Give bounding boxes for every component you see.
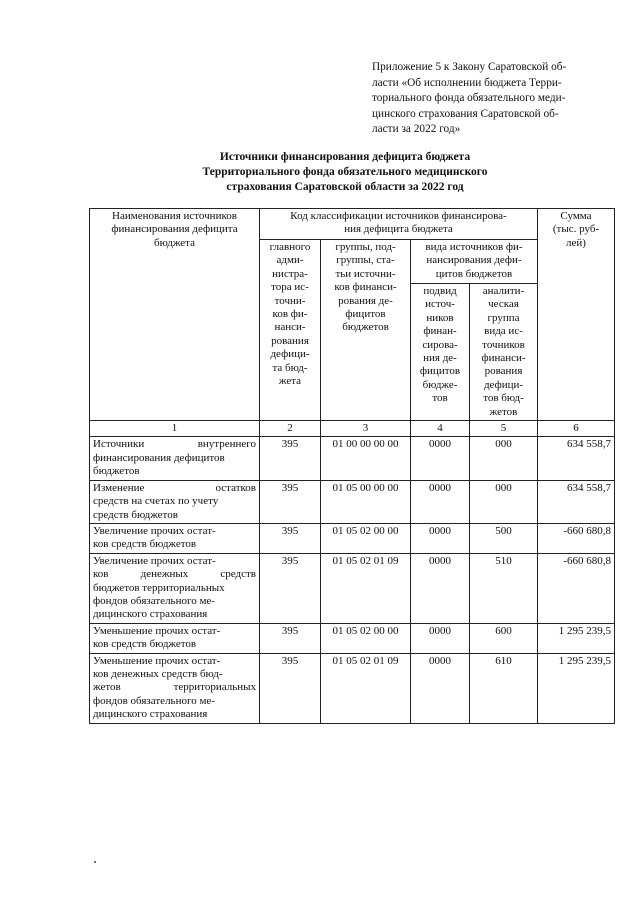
header-subkind — [411, 284, 470, 421]
header-text: финан- — [423, 325, 457, 338]
column-number: 5 — [470, 421, 538, 437]
row-name-line: бюджетов — [93, 465, 140, 478]
column-number: 2 — [260, 421, 321, 437]
header-text: финансирования дефицита — [111, 223, 238, 236]
header-text: ческая — [488, 298, 519, 311]
financing-sources-table — [89, 208, 615, 724]
header-text: тов бюд- — [483, 392, 524, 405]
row-sum: -660 680,8 — [538, 523, 615, 553]
row-name — [90, 653, 260, 723]
row-name-line: дицинского страхования — [93, 708, 208, 721]
header-text: ков финанси- — [334, 281, 397, 294]
header-text: ков фи- — [272, 308, 308, 321]
header-text: жетов — [489, 405, 518, 418]
row-name-line: Уменьшение прочих остат- — [93, 654, 221, 667]
table-row — [90, 523, 615, 553]
row-subkind: 0000 — [411, 623, 470, 653]
header-text: группы, под- — [335, 241, 396, 253]
header-text: цитов бюджетов — [435, 267, 513, 280]
header-sum — [538, 209, 615, 421]
column-number: 4 — [411, 421, 470, 437]
row-admin: 395 — [260, 437, 321, 480]
row-analytic: 510 — [470, 553, 538, 623]
header-analytic — [470, 284, 538, 421]
row-subkind: 0000 — [411, 523, 470, 553]
header-code-group — [260, 209, 538, 240]
row-name — [90, 480, 260, 523]
header-text: Код классификации источников финансирова- — [290, 210, 507, 222]
header-text: рования де- — [338, 294, 393, 307]
header-text: дефици- — [270, 348, 310, 361]
header-text: жета — [278, 375, 302, 388]
title-line: Территориального фонда обязательного медицинского — [202, 166, 488, 178]
header-text: нистра- — [272, 267, 308, 280]
header-text: вида источников фи- — [425, 241, 523, 253]
header-text: рования — [484, 365, 523, 378]
row-name-line: ков средств бюджетов — [93, 538, 197, 551]
header-text: главного — [269, 241, 311, 253]
appendix-line: ласти «Об исполнении бюджета Терри- — [372, 76, 562, 89]
table-row — [90, 553, 615, 623]
row-name-line: средств на счетах по учету — [93, 495, 219, 508]
header-text: нансирования дефи- — [426, 254, 522, 267]
header-text: вида ис- — [484, 325, 523, 338]
header-text: группа — [487, 311, 520, 324]
header-text: ния дефицита бюджета — [344, 223, 453, 236]
header-groups — [321, 240, 411, 421]
header-text: Наименования источников — [112, 210, 237, 222]
header-text: дефици- — [483, 378, 524, 391]
row-subkind: 0000 — [411, 437, 470, 480]
row-group: 01 05 02 00 00 — [321, 623, 411, 653]
row-name-line: Источники внутреннего — [93, 438, 256, 451]
header-text: (тыс. руб- — [552, 223, 600, 236]
appendix-line: Приложение 5 к Закону Саратовской об- — [372, 61, 567, 73]
row-name — [90, 623, 260, 653]
row-name-line: ков средств бюджетов — [93, 638, 197, 651]
row-sum: 634 558,7 — [538, 480, 615, 523]
row-sum: 1 295 239,5 — [538, 623, 615, 653]
header-text: группы, ста- — [336, 254, 395, 267]
row-sum: -660 680,8 — [538, 553, 615, 623]
title-line: Источники финансирования дефицита бюджета — [219, 151, 471, 163]
row-admin: 395 — [260, 523, 321, 553]
header-text: фицитов — [419, 365, 461, 378]
header-admin — [260, 240, 321, 421]
row-name-line: дицинского страхования — [93, 608, 208, 621]
header-text: бюджета — [153, 236, 195, 249]
header-text: лей) — [566, 236, 586, 249]
column-number: 6 — [538, 421, 615, 437]
header-text: рования — [271, 334, 309, 347]
scan-speck — [94, 861, 96, 863]
header-text: Сумма — [560, 210, 592, 222]
row-sum: 1 295 239,5 — [538, 653, 615, 723]
header-text: та бюд- — [272, 361, 308, 374]
row-group: 01 00 00 00 00 — [321, 437, 411, 480]
document-title — [150, 150, 540, 195]
column-number: 3 — [321, 421, 411, 437]
header-kinds-group — [411, 240, 538, 284]
header-text: аналити- — [482, 285, 525, 297]
appendix-line: ториального фонда обязательного меди- — [372, 92, 566, 105]
row-group: 01 05 02 01 09 — [321, 553, 411, 623]
row-name-line: ков денежных средств — [93, 568, 256, 581]
appendix-line: ласти за 2022 год» — [372, 123, 461, 136]
row-analytic: 000 — [470, 480, 538, 523]
row-analytic: 600 — [470, 623, 538, 653]
row-subkind: 0000 — [411, 553, 470, 623]
row-group: 01 05 00 00 00 — [321, 480, 411, 523]
header-text: точников — [482, 338, 525, 351]
header-text: подвид — [423, 285, 457, 297]
header-name — [90, 209, 260, 421]
row-admin: 395 — [260, 623, 321, 653]
row-name — [90, 553, 260, 623]
row-analytic: 610 — [470, 653, 538, 723]
title-line: страхования Саратовской области за 2022 год — [226, 181, 464, 193]
row-name-line: Уменьшение прочих остат- — [93, 624, 221, 637]
header-text: тьи источни- — [335, 267, 396, 280]
row-name-line: фондов обязательного ме- — [93, 694, 215, 707]
header-text: адми- — [276, 254, 304, 267]
column-number: 1 — [90, 421, 260, 437]
table-row — [90, 480, 615, 523]
header-text: фицитов — [345, 308, 386, 321]
table-row — [90, 623, 615, 653]
row-name — [90, 437, 260, 480]
header-text: сирова- — [422, 338, 458, 351]
header-text: бюджетов — [342, 321, 389, 334]
row-name-line: фондов обязательного ме- — [93, 594, 215, 607]
row-admin: 395 — [260, 480, 321, 523]
column-number-row — [90, 421, 615, 437]
row-name-line: Увеличение прочих остат- — [93, 524, 216, 537]
row-group: 01 05 02 00 00 — [321, 523, 411, 553]
row-name-line: средств бюджетов — [93, 508, 178, 521]
row-name-line: бюджетов территориальных — [93, 581, 225, 594]
row-subkind: 0000 — [411, 480, 470, 523]
row-name-line: ков денежных средств бюд- — [93, 667, 223, 680]
appendix-note — [372, 60, 594, 138]
row-name-line: финансирования дефицитов — [93, 451, 225, 464]
header-text: тов — [432, 392, 448, 405]
appendix-line: цинского страхования Саратовской об- — [372, 107, 559, 120]
row-sum: 634 558,7 — [538, 437, 615, 480]
row-name-line: Увеличение прочих остат- — [93, 554, 216, 567]
header-text: нанси- — [274, 321, 306, 334]
table-row — [90, 653, 615, 723]
table-row — [90, 437, 615, 480]
row-admin: 395 — [260, 653, 321, 723]
row-name-line: жетов территориальных — [93, 681, 256, 694]
header-text: точни- — [274, 294, 306, 307]
header-text: финанси- — [481, 352, 526, 365]
row-admin: 395 — [260, 553, 321, 623]
header-text: бюдже- — [422, 378, 458, 391]
header-text: ников — [426, 311, 454, 324]
row-name — [90, 523, 260, 553]
header-row-1 — [90, 209, 615, 240]
row-subkind: 0000 — [411, 653, 470, 723]
header-text: тора ис- — [271, 281, 309, 294]
row-analytic: 500 — [470, 523, 538, 553]
header-text: ния де- — [423, 352, 457, 365]
row-analytic: 000 — [470, 437, 538, 480]
header-text: источ- — [425, 298, 455, 311]
row-group: 01 05 02 01 09 — [321, 653, 411, 723]
row-name-line: Изменение остатков — [93, 481, 256, 494]
